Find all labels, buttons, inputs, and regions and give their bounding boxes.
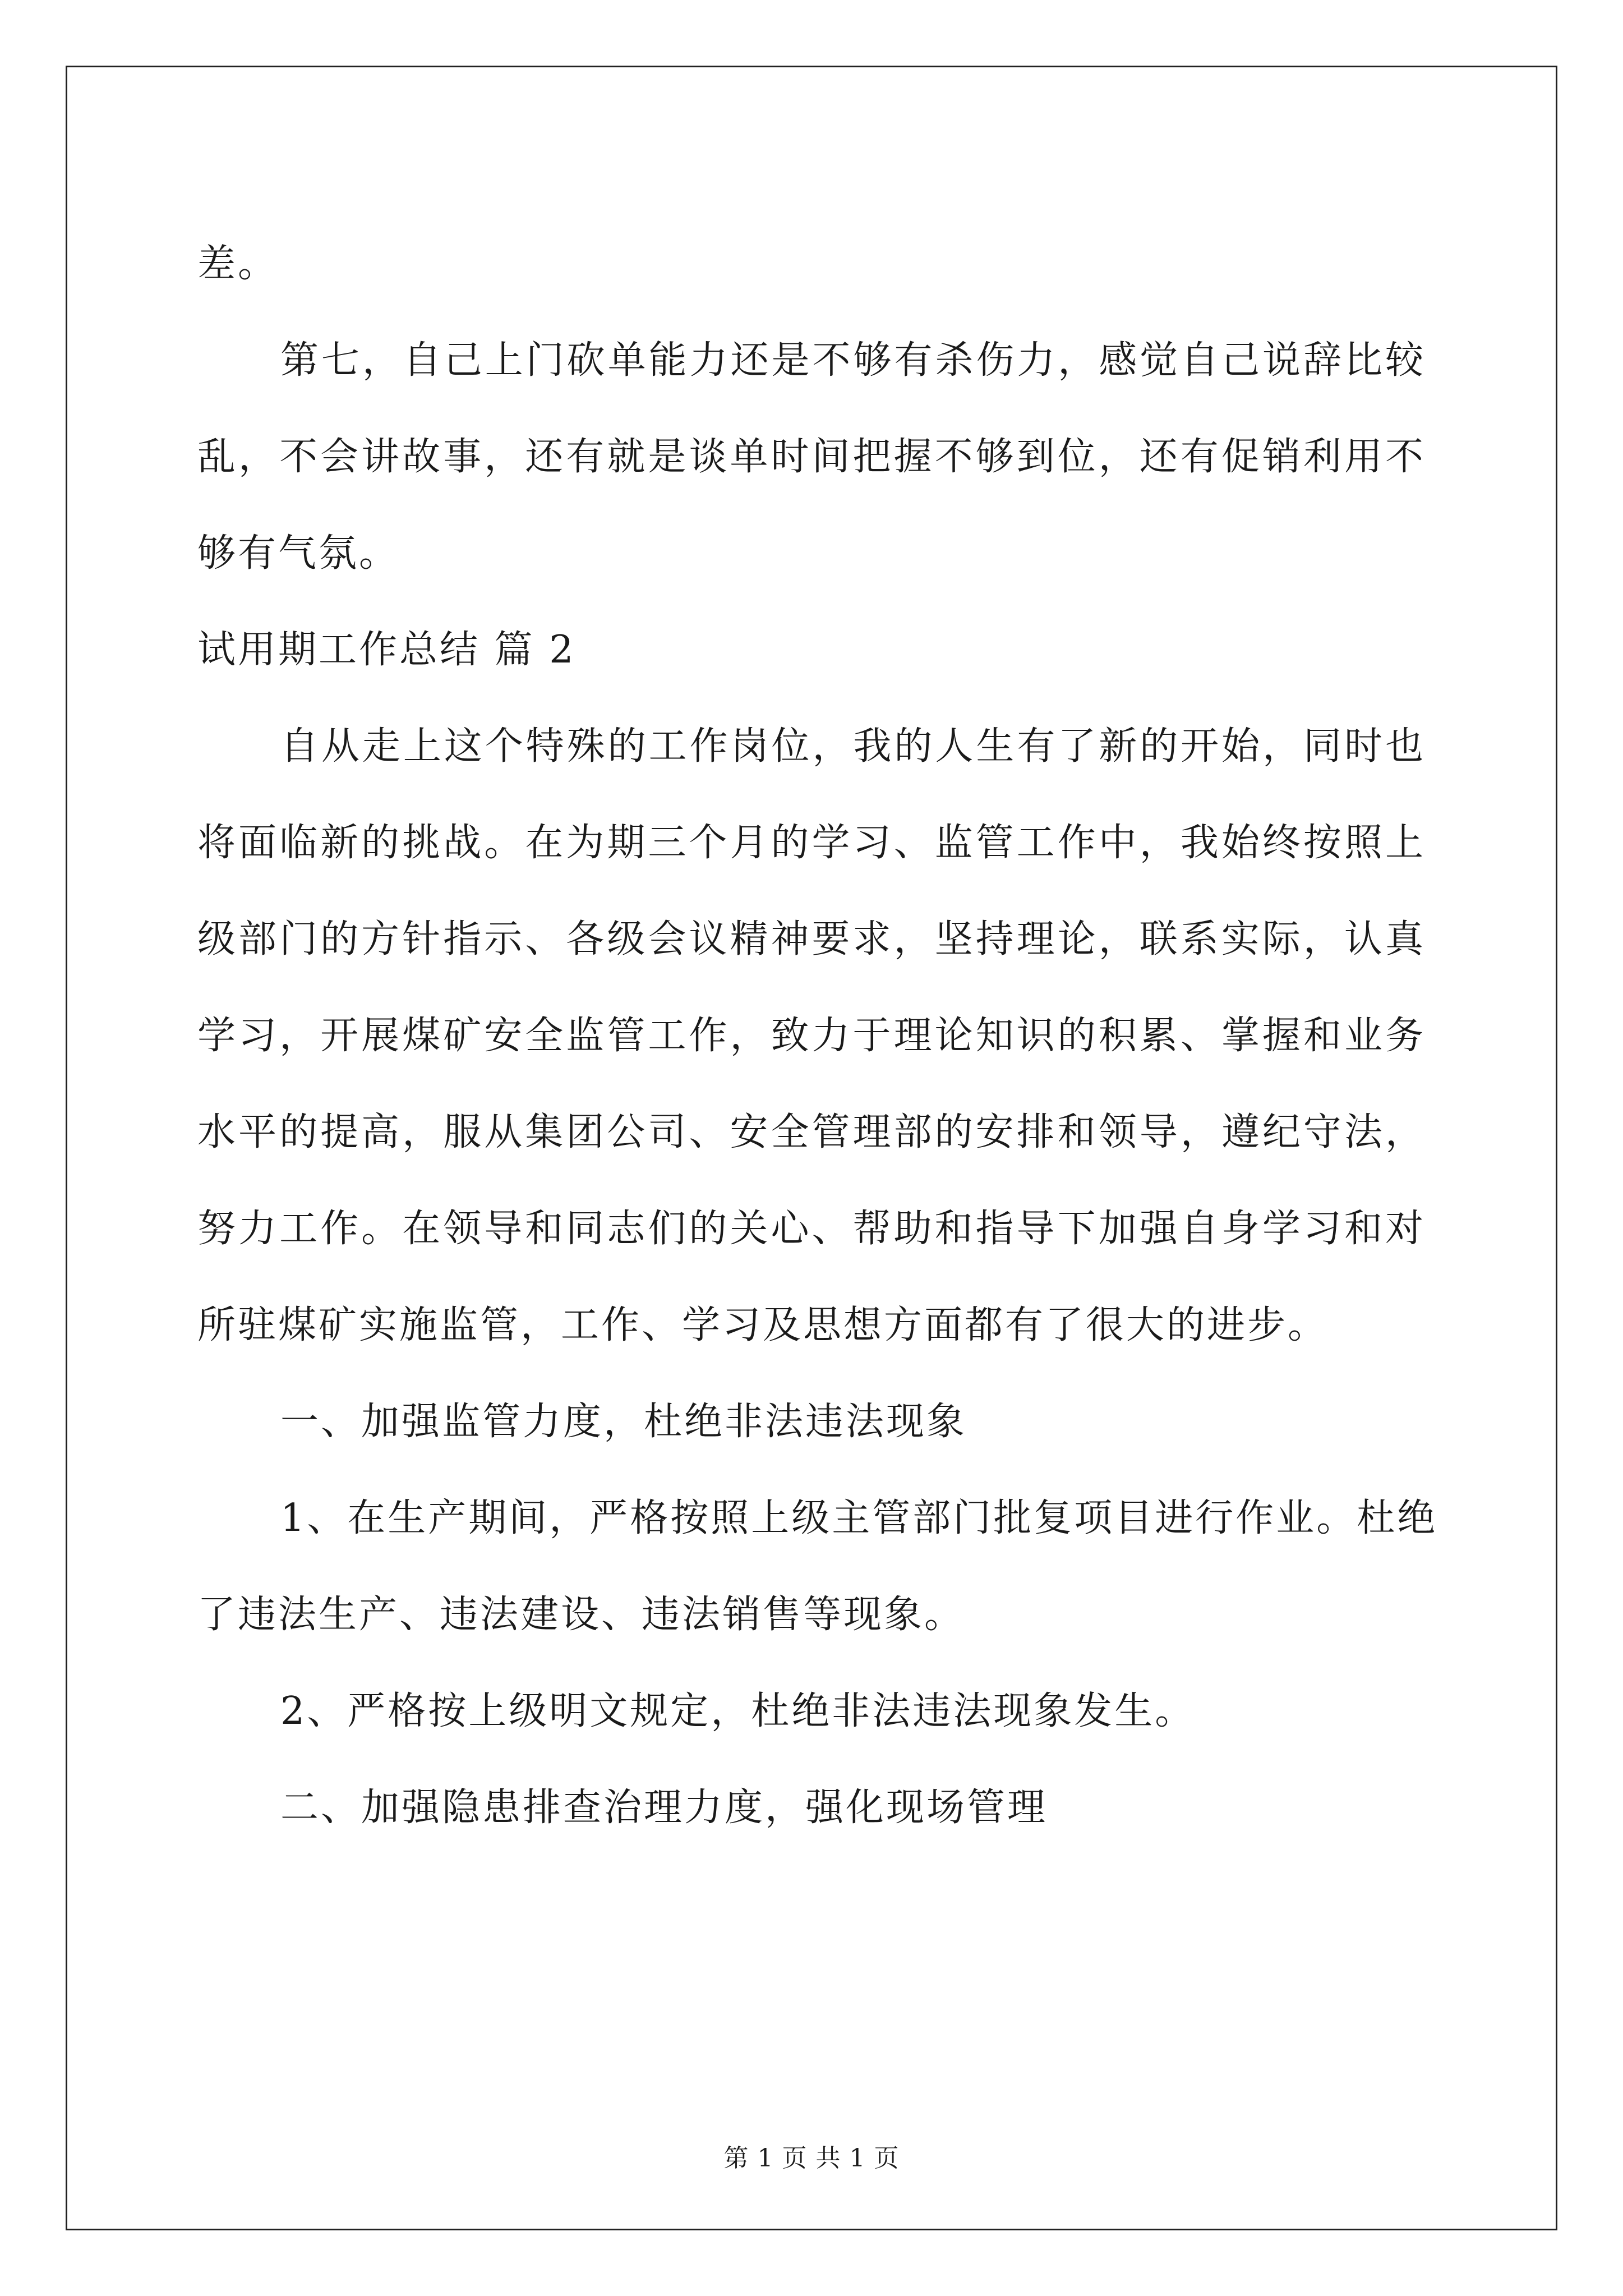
- page-footer: 第 1 页 共 1 页: [723, 2144, 900, 2173]
- text-line: 所驻煤矿实施监管，工作、学习及思想方面都有了很大的进步。: [197, 1303, 1329, 1347]
- text-line: 第七，自己上门砍单能力还是不够有杀伤力，感觉自己说辞比较: [280, 338, 1426, 383]
- text-line: 水平的提高，服从集团公司、安全管理部的安排和领导，遵纪守法，: [197, 1110, 1426, 1154]
- text-line: 试用期工作总结 篇 2: [197, 628, 576, 672]
- text-line: 乱，不会讲故事，还有就是谈单时间把握不够到位，还有促销利用不: [197, 435, 1426, 479]
- text-line: 一、加强监管力度，杜绝非法违法现象: [280, 1400, 967, 1444]
- text-line: 1、在生产期间，严格按照上级主管部门批复项目进行作业。杜绝: [280, 1496, 1438, 1540]
- text-line: 将面临新的挑战。在为期三个月的学习、监管工作中，我始终按照上: [197, 821, 1426, 865]
- document-body: [197, 216, 1438, 1856]
- text-line: 二、加强隐患排查治理力度，强化现场管理: [280, 1786, 1048, 1830]
- text-line: 学习，开展煤矿安全监管工作，致力于理论知识的积累、掌握和业务: [197, 1014, 1426, 1058]
- text-line: 2、严格按上级明文规定，杜绝非法违法现象发生。: [280, 1689, 1196, 1733]
- text-line: 级部门的方针指示、各级会议精神要求，坚持理论，联系实际，认真: [197, 917, 1426, 961]
- text-line: 差。: [197, 242, 279, 286]
- text-line: 自从走上这个特殊的工作岗位，我的人生有了新的开始，同时也: [280, 724, 1426, 769]
- text-line: 了违法生产、违法建设、违法销售等现象。: [197, 1593, 965, 1637]
- text-line: 够有气氛。: [197, 531, 400, 576]
- text-line: 努力工作。在领导和同志们的关心、帮助和指导下加强自身学习和对: [197, 1207, 1426, 1251]
